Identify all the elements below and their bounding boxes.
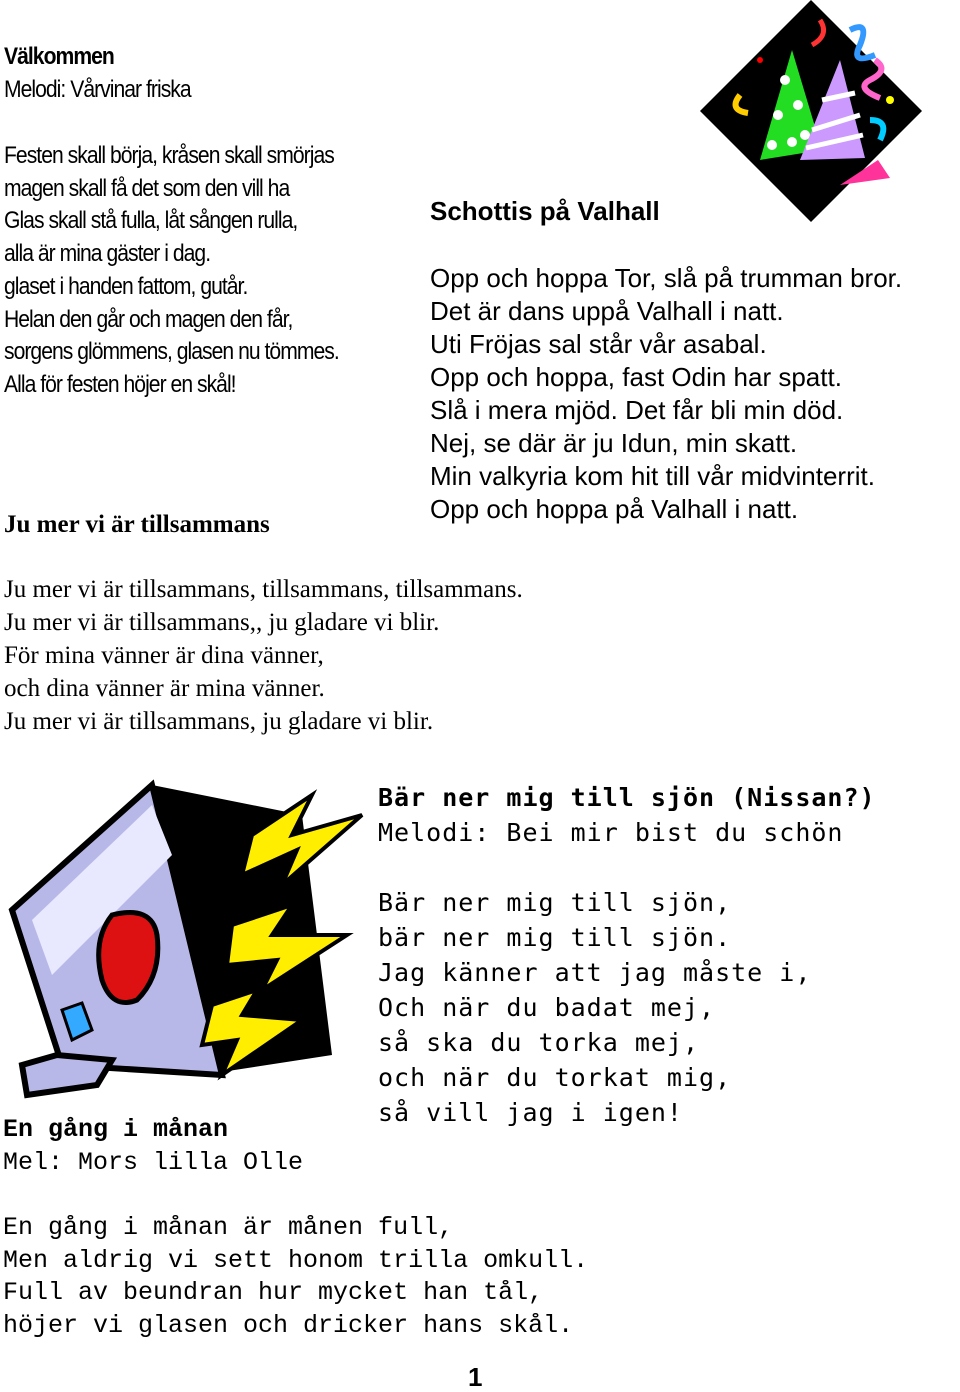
song-en-gang-i-manan-verse [3,1212,588,1343]
song-title: Schottis på Valhall [430,196,660,226]
verse-line: Helan den går och magen den får, [4,305,293,333]
song-title: En gång i månan [3,1115,229,1144]
song-melody: Melodi: Bei mir bist du schön [378,818,844,847]
song-bar-ner-mig [378,780,876,850]
verse-line: Ju mer vi är tillsammans, tillsammans, tillsammans. [4,576,523,603]
verse-line: Alla för festen höjer en skål! [4,370,236,398]
verse-line: Opp och hoppa Tor, slå på trumman bror. [430,263,903,293]
verse-line: Full av beundran hur mycket han tål, [3,1278,544,1308]
verse-line: så ska du torka mej, [378,1028,700,1057]
verse-line: höjer vi glasen och dricker hans skål. [3,1311,574,1341]
verse-line: Bär ner mig till sjön, [378,888,732,917]
verse-line: magen skall få det som den vill ha [4,174,290,202]
verse-line: Nej, se där är ju Idun, min skatt. [430,428,798,458]
song-valkommen [4,41,191,106]
verse-line: Festen skall börja, kråsen skall smörjas [4,142,334,169]
verse-line: Jag känner att jag måste i, [378,958,812,987]
verse-line: så vill jag i igen! [378,1098,683,1127]
song-title: Välkommen [4,43,114,70]
song-title: Bär ner mig till sjön (Nissan?) [378,783,876,812]
song-valkommen-verse [4,140,339,402]
verse-line: För mina vänner är dina vänner, [4,642,324,669]
verse-line: Glas skall stå fulla, låt sången rulla, [4,207,298,235]
song-melody: Melodi: Vårvinar friska [4,75,191,103]
verse-line: Opp och hoppa, fast Odin har spatt. [430,362,842,392]
verse-line: En gång i månan är månen full, [3,1213,454,1242]
verse-line: Ju mer vi är tillsammans, ju gladare vi blir. [4,708,434,735]
song-bar-ner-mig-verse [378,885,811,1130]
song-title: Ju mer vi är tillsammans [4,511,270,538]
verse-line: Och när du badat mej, [378,993,716,1022]
verse-line: Det är dans uppå Valhall i natt. [430,296,784,326]
verse-line: Men aldrig vi sett honom trilla omkull. [3,1245,589,1275]
verse-line: och dina vänner är mina vänner. [4,675,325,702]
song-en-gang-i-manan [3,1114,303,1179]
song-melody: Mel: Mors lilla Olle [3,1147,304,1177]
page-number: 1 [468,1362,483,1392]
song-tillsammans-verse [4,573,523,738]
song-schottis-verse [430,262,902,526]
verse-line: Slå i mera mjöd. Det får bli min död. [430,395,844,425]
verse-line: och när du torkat mig, [378,1063,732,1092]
verse-line: Ju mer vi är tillsammans,, ju gladare vi blir. [4,609,440,636]
song-tillsammans [4,508,270,541]
verse-line: glaset i handen fattom, gutår. [4,272,248,300]
verse-line: Opp och hoppa på Valhall i natt. [430,494,799,524]
verse-line: Uti Fröjas sal står vår asabal. [430,329,767,359]
party-hats-icon [700,0,922,222]
verse-line: alla är mina gäster i dag. [4,240,211,268]
verse-line: Min valkyria kom hit till vår midvinterrit. [430,461,875,491]
megaphone-icon [2,775,372,1125]
verse-line: sorgens glömmens, glasen nu tömmes. [4,338,339,366]
verse-line: bär ner mig till sjön. [378,923,732,952]
song-schottis [430,195,660,228]
